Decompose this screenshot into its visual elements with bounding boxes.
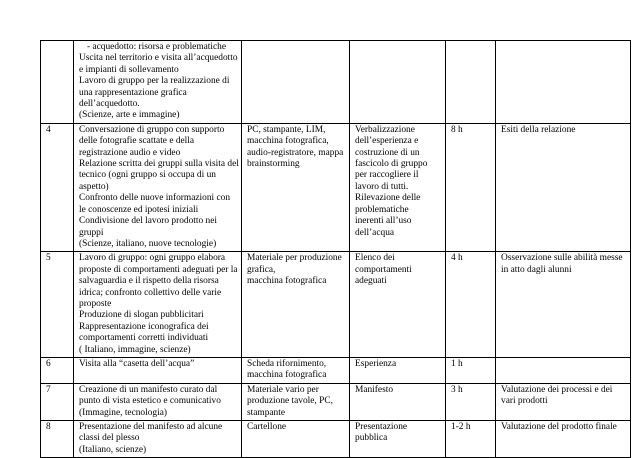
product-line: fascicolo di gruppo — [355, 159, 428, 170]
evaluation-line: in atto dagli alunni — [501, 264, 572, 275]
activity-line: Rappresentazione iconografica dei — [79, 321, 209, 332]
evaluation-cell — [496, 383, 631, 420]
time-cell — [446, 123, 496, 251]
materials-line: macchina fotografica — [247, 370, 327, 381]
product-line: pubblica — [355, 433, 388, 444]
materials-line: produzione tavole, PC, — [247, 396, 333, 407]
evaluation-cell — [496, 41, 631, 124]
product-line: lavoro di tutti. — [355, 181, 409, 192]
table-row — [41, 421, 631, 458]
activity-line: ( Italiano, immagine, scienze) — [79, 344, 191, 355]
materials-line: stampante — [247, 407, 286, 418]
evaluation-line: Esiti della relazione — [501, 124, 576, 135]
time-cell — [446, 383, 496, 420]
phase-number-cell — [41, 41, 74, 124]
product-line: dell’esperienza e — [355, 136, 419, 147]
materials-line: grafica, — [247, 264, 276, 275]
materials-line: Materiale per produzione — [247, 253, 342, 264]
table-row — [41, 123, 631, 251]
evaluation-line: vari prodotti — [501, 396, 548, 407]
materials-cell — [242, 421, 350, 458]
activity-line: Conversazione di gruppo con supporto — [79, 124, 225, 135]
activity-line: registrazione audio e video — [79, 147, 181, 158]
time-value: 4 h — [451, 253, 463, 264]
activity-line: idrica; confronto collettivo delle varie — [79, 287, 222, 298]
activity-cell — [74, 123, 242, 251]
num-value: 7 — [46, 384, 51, 395]
materials-line: brainstorming — [247, 159, 300, 170]
product-line: adeguati — [355, 276, 387, 287]
product-line: Manifesto — [355, 384, 394, 395]
activity-line: proposte di comportamenti adeguati per la — [79, 264, 238, 275]
product-line: costruzione di un — [355, 147, 420, 158]
activity-line: comportamenti corretti individuati — [79, 333, 209, 344]
time-value: 8 h — [451, 124, 463, 135]
materials-cell — [242, 252, 350, 358]
table-row — [41, 383, 631, 420]
activity-line: aspetto) — [79, 181, 109, 192]
time-cell — [446, 421, 496, 458]
activity-line: classi del plesso — [79, 433, 140, 444]
materials-cell — [242, 383, 350, 420]
evaluation-cell — [496, 357, 631, 383]
materials-line: macchina fotografica — [247, 276, 327, 287]
activity-cell — [74, 357, 242, 383]
activity-line: Lavoro di gruppo per la realizzazione di — [79, 76, 230, 87]
activity-line: Uscita nel territorio e visita all’acquedotto — [79, 53, 238, 64]
product-line: comportamenti — [355, 264, 412, 275]
activity-cell — [74, 421, 242, 458]
product-line: Elenco dei — [355, 253, 395, 264]
evaluation-cell — [496, 123, 631, 251]
phase-number-cell — [41, 252, 74, 358]
activity-line: Lavoro di gruppo: ogni gruppo elabora — [79, 253, 226, 264]
evaluation-line: Valutazione dei processi e dei — [501, 384, 613, 395]
activity-line: Presentazione del manifesto ad alcune — [79, 422, 223, 432]
table-row — [41, 41, 631, 124]
materials-line: Scheda rifornimento, — [247, 358, 327, 369]
materials-cell — [242, 123, 350, 251]
product-cell — [350, 252, 446, 358]
activity-line: salvaguardia e il rispetto della risorsa — [79, 276, 219, 287]
table-row — [41, 357, 631, 383]
materials-cell — [242, 41, 350, 124]
activity-line: (Immagine, tecnologia) — [79, 407, 167, 418]
product-cell — [350, 41, 446, 124]
time-cell — [446, 252, 496, 358]
activity-line: Produzione di slogan pubblicitari — [79, 310, 204, 321]
time-value: 1-2 h — [451, 422, 471, 432]
activity-line: dell’acquedotto. — [79, 99, 140, 110]
activity-line: (Scienze, arte e immagine) — [79, 110, 180, 121]
num-value: 6 — [46, 358, 51, 369]
materials-cell — [242, 357, 350, 383]
activity-cell — [74, 252, 242, 358]
activity-line: gruppi — [79, 227, 104, 238]
activity-line: Creazione di un manifesto curato dal — [79, 384, 218, 395]
activity-line: Visita alla “casetta dell’acqua” — [79, 358, 195, 369]
phase-number-cell — [41, 357, 74, 383]
num-value: 4 — [46, 124, 51, 135]
evaluation-line: Osservazione sulle abilità messe — [501, 253, 623, 264]
activity-cell — [74, 383, 242, 420]
product-line: problematiche — [355, 204, 409, 215]
activity-line: Relazione scritta dei gruppi sulla visita del — [79, 159, 239, 170]
materials-line: Cartellone — [247, 422, 287, 432]
product-line: inerenti all’uso — [355, 216, 412, 227]
activity-line: le conoscenze ed ipotesi iniziali — [79, 204, 199, 215]
materials-line: Materiale vario per — [247, 384, 319, 395]
product-line: Rilevazione delle — [355, 193, 421, 204]
activity-plan-table — [40, 40, 631, 458]
phase-number-cell — [41, 383, 74, 420]
activity-line: una rappresentazione grafica — [79, 87, 187, 98]
activity-line: Condivisione del lavoro prodotto nei — [79, 216, 218, 227]
time-cell — [446, 41, 496, 124]
num-value: 5 — [46, 253, 51, 264]
table-body — [41, 41, 631, 458]
activity-line: - acquedotto: risorsa e problematiche — [87, 42, 227, 52]
phase-number-cell — [41, 123, 74, 251]
activity-line: punto di vista estetico e comunicativo — [79, 396, 221, 407]
product-cell — [350, 123, 446, 251]
time-cell — [446, 357, 496, 383]
evaluation-line: Valutazione del prodotto finale — [501, 422, 617, 432]
activity-cell — [74, 41, 242, 124]
phase-number-cell — [41, 421, 74, 458]
materials-line: audio-registratore, mappa — [247, 147, 344, 158]
evaluation-cell — [496, 421, 631, 458]
activity-line: (Scienze, italiano, nuove tecnologie) — [79, 238, 217, 249]
materials-line: PC, stampante, LIM, — [247, 124, 326, 135]
activity-line: Confronto delle nuove informazioni con — [79, 193, 231, 204]
product-cell — [350, 357, 446, 383]
product-line: Presentazione — [355, 422, 408, 432]
activity-line: e impianti di sollevamento — [79, 64, 179, 75]
product-cell — [350, 421, 446, 458]
materials-line: macchina fotografica, — [247, 136, 329, 147]
product-line: per raccogliere il — [355, 170, 419, 181]
activity-line: (Italiano, scienze) — [79, 444, 147, 455]
num-value: 8 — [46, 422, 51, 432]
time-value: 1 h — [451, 358, 463, 369]
product-line: Verbalizzazione — [355, 124, 415, 135]
activity-line: tecnico (ogni gruppo si occupa di un — [79, 170, 216, 181]
activity-line: proposte — [79, 298, 112, 309]
product-cell — [350, 383, 446, 420]
product-line: dell’acqua — [355, 227, 395, 238]
table-row — [41, 252, 631, 358]
time-value: 3 h — [451, 384, 463, 395]
activity-line: delle fotografie scattate e della — [79, 136, 195, 147]
product-line: Esperienza — [355, 358, 397, 369]
evaluation-cell — [496, 252, 631, 358]
